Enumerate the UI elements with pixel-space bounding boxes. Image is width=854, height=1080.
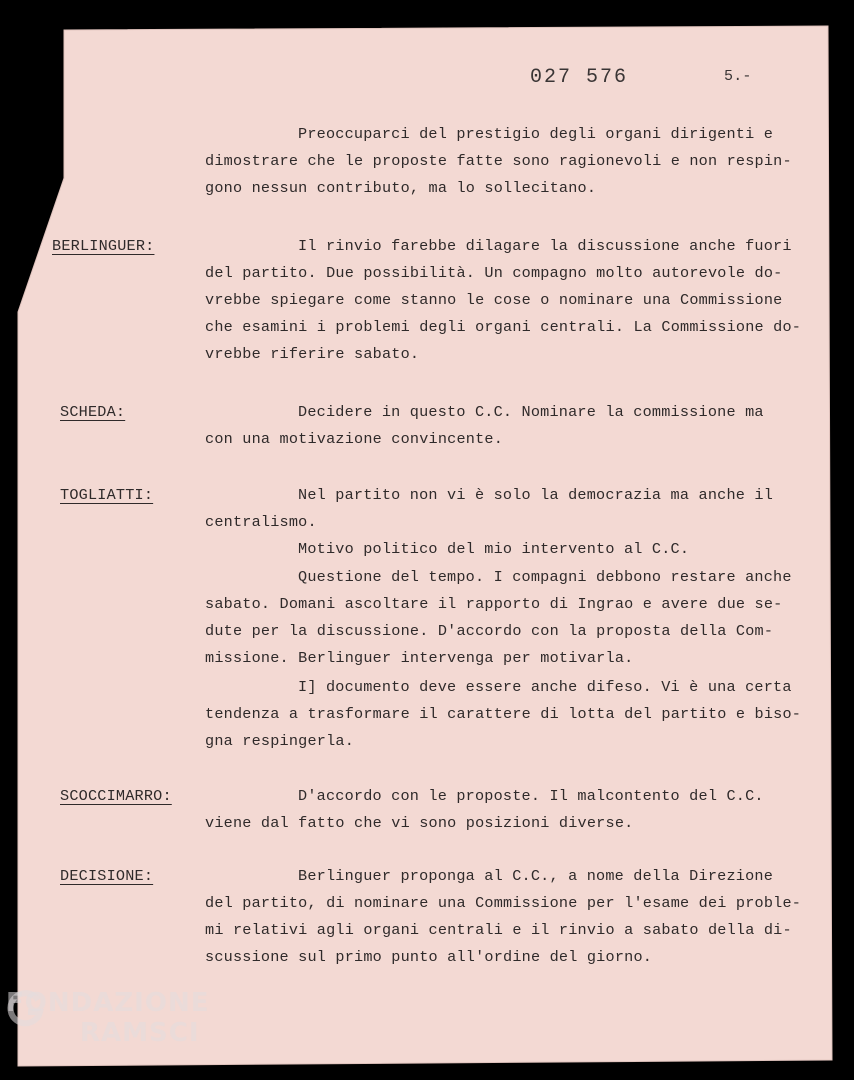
entry-line: viene dal fatto che vi sono posizioni diverse.	[205, 814, 634, 832]
entry-line: del partito, di nominare una Commissione per l'esame dei proble-	[205, 894, 802, 912]
speaker-label: SCHEDA:	[60, 403, 126, 421]
intro-line: dimostrare che le proposte fatte sono ragionevoli e non respin-	[205, 152, 792, 170]
entry-line: del partito. Due possibilità. Un compagno molto autorevole do-	[205, 264, 783, 282]
entry-line: vrebbe riferire sabato.	[205, 345, 420, 363]
entry-line: tendenza a trasformare il carattere di lotta del partito e biso-	[205, 705, 802, 723]
speaker-label: TOGLIATTI:	[60, 486, 154, 504]
speaker-label: SCOCCIMARRO:	[60, 787, 172, 805]
speaker-label: DECISIONE:	[60, 867, 154, 885]
entry-line: centralismo.	[205, 513, 317, 531]
entry-line: mi relativi agli organi centrali e il rinvio a sabato della di-	[205, 921, 792, 939]
entry-line: Decidere in questo C.C. Nominare la commissione ma	[298, 403, 764, 421]
entry-line: Nel partito non vi è solo la democrazia ma anche il	[298, 486, 774, 504]
archive-number: 027 576	[530, 66, 629, 89]
entry-line: missione. Berlinguer intervenga per motivarla.	[205, 649, 634, 667]
g-logo-icon	[6, 988, 46, 1028]
entry-line: scussione sul primo punto all'ordine del giorno.	[205, 948, 653, 966]
entry-line: con una motivazione convincente.	[205, 430, 504, 448]
entry-line: vrebbe spiegare come stanno le cose o nominare una Commissione	[205, 291, 783, 309]
watermark-line-1: FONDAZIONE	[6, 988, 210, 1018]
entry-line: Motivo politico del mio intervento al C.C.	[298, 540, 690, 558]
entry-line: sabato. Domani ascoltare il rapporto di Ingrao e avere due se-	[205, 595, 783, 613]
entry-line: gna respingerla.	[205, 732, 355, 750]
watermark-line-2: RAMSCI	[80, 1018, 200, 1048]
entry-line: Questione del tempo. I compagni debbono restare anche	[298, 568, 792, 586]
fondazione-gramsci-watermark	[6, 988, 226, 1068]
intro-line: gono nessun contributo, ma lo sollecitano.	[205, 179, 597, 197]
entry-line: dute per la discussione. D'accordo con la proposta della Com-	[205, 622, 774, 640]
entry-line: Berlinguer proponga al C.C., a nome della Direzione	[298, 867, 774, 885]
entry-line: Il rinvio farebbe dilagare la discussione anche fuori	[298, 237, 792, 255]
entry-line: che esamini i problemi degli organi centrali. La Commissione do-	[205, 318, 802, 336]
intro-line: Preoccuparci del prestigio degli organi dirigenti e	[298, 125, 774, 143]
entry-line: I] documento deve essere anche difeso. Vi è una certa	[298, 678, 792, 696]
page-number: 5.-	[724, 68, 752, 85]
speaker-label: BERLINGUER:	[52, 237, 155, 255]
entry-line: D'accordo con le proposte. Il malcontento del C.C.	[298, 787, 764, 805]
